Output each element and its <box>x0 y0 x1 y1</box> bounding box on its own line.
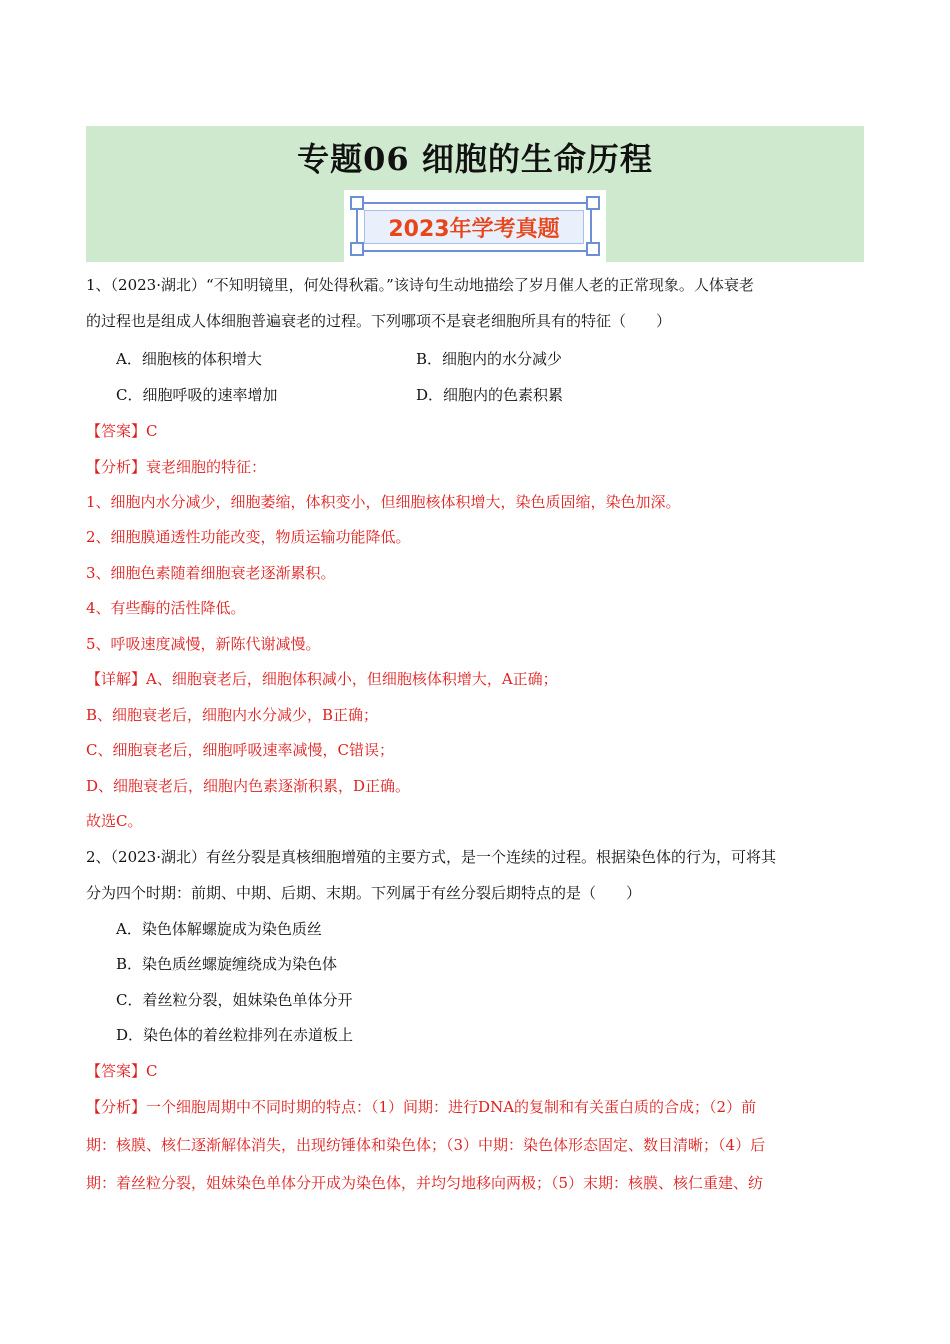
q1-option-d: D．细胞内的色素积累 <box>416 386 564 404</box>
badge-corner-top-right <box>586 196 600 210</box>
q2-analysis-line-1: 【分析】一个细胞周期中不同时期的特点：（1）间期：进行DNA的复制和有关蛋白质的合成；（2）前 <box>86 1098 757 1116</box>
q2-option-c: C．着丝粒分裂，姐妹染色单体分开 <box>116 991 353 1009</box>
q1-stem-line2: 的过程也是组成人体细胞普遍衰老的过程。下列哪项不是衰老细胞所具有的特征（ ） <box>86 312 672 330</box>
q1-analysis-point-4: 4、有些酶的活性降低。 <box>86 599 246 617</box>
q1-option-b: B．细胞内的水分减少 <box>416 350 563 368</box>
badge-corner-bottom-right <box>586 242 600 256</box>
q1-analysis-head: 【分析】衰老细胞的特征： <box>86 458 267 476</box>
q2-stem-line1: 2、（2023·湖北）有丝分裂是真核细胞增殖的主要方式，是一个连续的过程。根据染色体的行为，可将其 <box>86 848 776 866</box>
q1-analysis-point-5: 5、呼吸速度减慢，新陈代谢减慢。 <box>86 635 321 653</box>
badge-frame <box>356 202 592 252</box>
q2-answer: 【答案】C <box>86 1062 158 1080</box>
q1-detail-line-4: D、细胞衰老后，细胞内色素逐渐积累，D正确。 <box>86 777 411 795</box>
q2-option-d: D．染色体的着丝粒排列在赤道板上 <box>116 1026 354 1044</box>
q2-analysis-line-3: 期：着丝粒分裂，姐妹染色单体分开成为染色体，并均匀地移向两极；（5）末期：核膜、核仁重建、纺 <box>86 1174 764 1192</box>
q1-detail-line-3: C、细胞衰老后，细胞呼吸速率减慢，C错误； <box>86 741 394 759</box>
badge-corner-bottom-left <box>350 242 364 256</box>
q1-answer: 【答案】C <box>86 422 158 440</box>
q1-stem-line1: 1、（2023·湖北）“不知明镜里，何处得秋霜。”该诗句生动地描绘了岁月催人老的正常现象。人体衰老 <box>86 276 754 294</box>
q2-option-b: B．染色质丝螺旋缠绕成为染色体 <box>116 955 338 973</box>
q2-analysis-line-2: 期：核膜、核仁逐渐解体消失，出现纺锤体和染色体；（3）中期：染色体形态固定、数目清晰；（4）后 <box>86 1136 766 1154</box>
header-band <box>86 126 864 262</box>
badge-label: 2023年学考真题 <box>388 216 560 242</box>
badge-corner-top-left <box>350 196 364 210</box>
badge-inner <box>364 210 584 244</box>
q1-analysis-point-3: 3、细胞色素随着细胞衰老逐渐累积。 <box>86 564 336 582</box>
year-badge <box>344 190 606 262</box>
q1-conclusion: 故选C。 <box>86 812 143 830</box>
q1-option-a: A．细胞核的体积增大 <box>116 350 262 368</box>
q2-stem-line2: 分为四个时期：前期、中期、后期、末期。下列属于有丝分裂后期特点的是（ ） <box>86 884 642 902</box>
q1-option-c: C．细胞呼吸的速率增加 <box>116 386 278 404</box>
q1-detail-line-1: 【详解】A、细胞衰老后，细胞体积减小，但细胞核体积增大，A正确； <box>86 670 558 688</box>
q2-option-a: A．染色体解螺旋成为染色质丝 <box>116 920 322 938</box>
page-title: 专题06 细胞的生命历程 <box>297 140 653 178</box>
q1-analysis-point-1: 1、细胞内水分减少，细胞萎缩，体积变小，但细胞核体积增大，染色质固缩，染色加深。 <box>86 493 681 511</box>
q1-analysis-point-2: 2、细胞膜通透性功能改变，物质运输功能降低。 <box>86 528 411 546</box>
q1-detail-line-2: B、细胞衰老后，细胞内水分减少，B正确； <box>86 706 379 724</box>
